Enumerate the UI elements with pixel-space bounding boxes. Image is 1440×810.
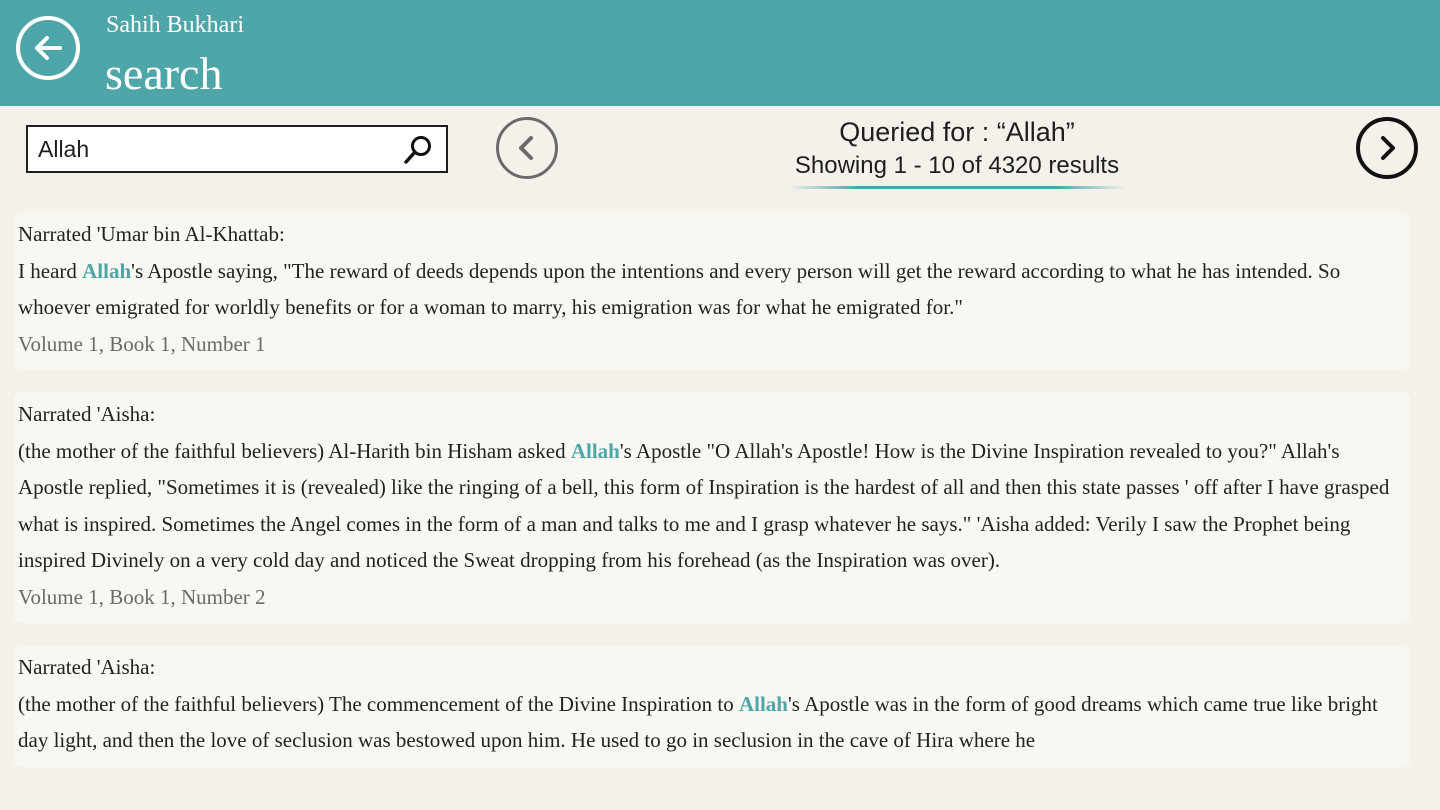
chevron-left-icon bbox=[512, 133, 542, 163]
back-arrow-icon bbox=[31, 31, 65, 65]
page-title: search bbox=[105, 48, 223, 99]
narrator: Narrated 'Aisha: bbox=[18, 655, 156, 679]
hadith-text: I heard Allah's Apostle saying, "The reward of deeds depends upon the intentions and every person will get the reward according to what he has intended. So whoever emigrated for worldly benefits or for a woman to marry, his emigration was for what he emigrated for." bbox=[18, 258, 1341, 319]
next-page-button[interactable] bbox=[1356, 117, 1418, 179]
result-item[interactable] bbox=[14, 212, 1410, 370]
highlighted-term: Allah bbox=[82, 258, 132, 283]
result-item[interactable] bbox=[14, 645, 1410, 767]
chevron-right-icon bbox=[1372, 133, 1402, 163]
hadith-text: (the mother of the faithful believers) Al-Harith bin Hisham asked Allah's Apostle "O Allah's Apostle! How is the Divine Inspiration revealed to you?" Allah's Apostle replied, "Sometimes it is (revealed) like the ringing of a bell, this form of Inspiration is the hardest of all and then this state passes ' off after I have grasped what is inspired. Sometimes the Angel comes in the form of a man and talks to me and I grasp whatever he says." 'Aisha added: Verily I saw the Prophet being inspired Divinely on a very cold day and noticed the Sweat dropping from his forehead (as the Inspiration was over). bbox=[18, 438, 1390, 572]
highlighted-term: Allah bbox=[570, 438, 620, 463]
search-icon[interactable] bbox=[402, 134, 434, 166]
previous-page-button[interactable] bbox=[496, 117, 558, 179]
search-input[interactable] bbox=[38, 135, 388, 163]
query-summary bbox=[700, 114, 1214, 189]
narrator: Narrated 'Aisha: bbox=[18, 402, 156, 426]
hadith-reference: Volume 1, Book 1, Number 2 bbox=[18, 584, 266, 609]
results-underline bbox=[789, 186, 1125, 189]
result-item[interactable] bbox=[14, 392, 1410, 623]
results-list bbox=[14, 212, 1410, 789]
highlighted-term: Allah bbox=[738, 691, 788, 716]
results-count: Showing 1 - 10 of 4320 results bbox=[794, 152, 1120, 179]
hadith-text: (the mother of the faithful believers) The commencement of the Divine Inspiration to Allah's Apostle was in the form of good dreams which came true like bright day light, and then the love of seclusion was bestowed upon him. He used to go in seclusion in the cave of Hira where he bbox=[18, 691, 1378, 752]
app-header bbox=[0, 0, 1440, 106]
narrator: Narrated 'Umar bin Al-Khattab: bbox=[18, 222, 285, 246]
back-button[interactable] bbox=[16, 16, 80, 80]
query-label: Queried for : “Allah” bbox=[839, 117, 1075, 147]
search-box[interactable] bbox=[26, 125, 448, 173]
app-title: Sahih Bukhari bbox=[106, 12, 244, 38]
hadith-reference: Volume 1, Book 1, Number 1 bbox=[18, 331, 266, 356]
